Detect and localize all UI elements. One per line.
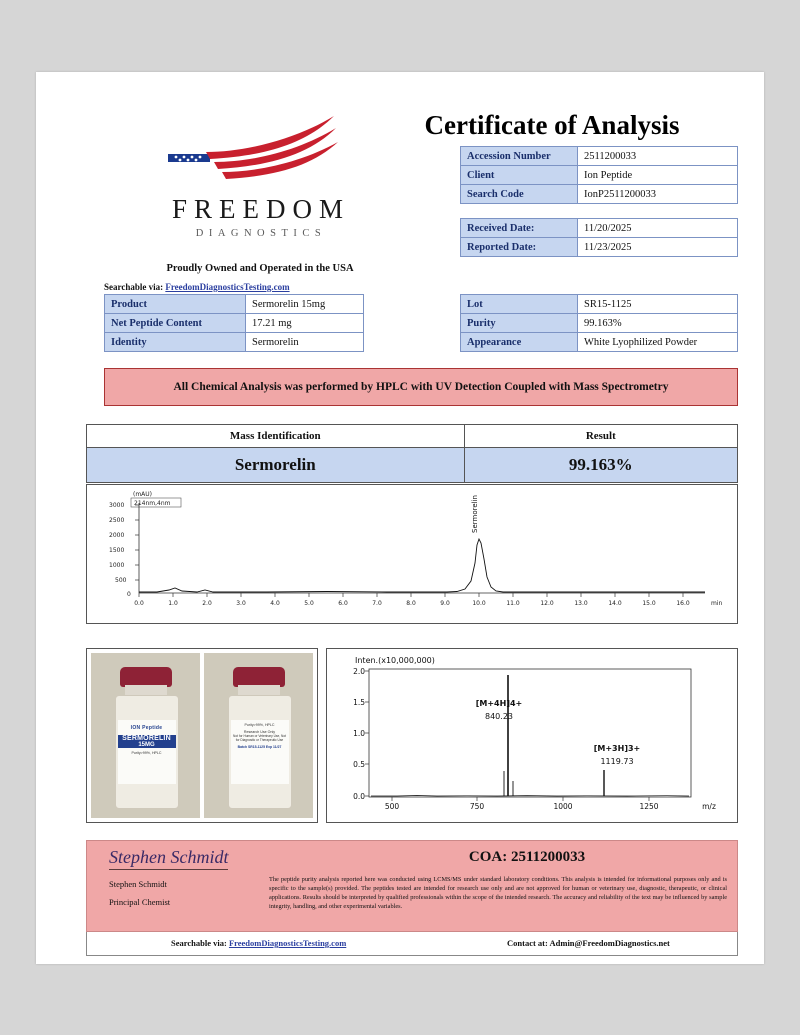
table-row xyxy=(105,333,364,352)
svg-text:m/z: m/z xyxy=(702,802,716,811)
vial-label-purity: Purity>99%, HPLC xyxy=(131,751,162,755)
reported-date-key: Reported Date: xyxy=(461,238,578,257)
table-row xyxy=(461,295,738,314)
vial-cap xyxy=(233,667,285,687)
svg-text:1.0: 1.0 xyxy=(353,729,365,738)
svg-text:2000: 2000 xyxy=(109,532,125,539)
signer-name: Stephen Schmidt xyxy=(109,879,167,889)
result-value: 99.163% xyxy=(464,448,737,483)
svg-text:12.0: 12.0 xyxy=(540,600,554,607)
vial-icon xyxy=(109,667,183,813)
footer-disclaimer-block xyxy=(86,840,738,932)
svg-text:1.5: 1.5 xyxy=(353,698,365,707)
searchable-top-label: Searchable via: xyxy=(104,282,164,292)
vial-label-brand xyxy=(118,725,176,731)
table-row xyxy=(105,314,364,333)
mspec-peak1-mz: 840.23 xyxy=(485,712,513,721)
search-code-value: IonP2511200033 xyxy=(578,185,738,204)
footer-searchable-link[interactable]: FreedomDiagnosticsTesting.com xyxy=(228,938,347,948)
svg-text:750: 750 xyxy=(469,802,485,811)
table-row xyxy=(461,238,738,257)
svg-text:9.0: 9.0 xyxy=(440,600,450,607)
disclaimer-text: The peptide purity analysis reported here was conducted using LCMS/MS under standard laboratory conditions. This analysis is intended for informational purposes only and is specific to the sample(s) provided. The peptides tested are intended for research use only and are not approved for human or veterinary use, diagnostic, therapeutic, or clinical applications. Results should be interpreted by qualified professionals within the scope of the intended research. The accuracy and reliability of the text may be influenced by sample integrity, handling, and other experimental variables. xyxy=(269,876,727,911)
svg-text:8.0: 8.0 xyxy=(406,600,416,607)
footer-contact: Contact at: Admin@FreedomDiagnostics.net xyxy=(507,938,670,948)
mass-id-value: Sermorelin xyxy=(87,448,465,483)
table-row xyxy=(461,166,738,185)
client-value: Ion Peptide xyxy=(578,166,738,185)
svg-text:11.0: 11.0 xyxy=(506,600,520,607)
accession-table xyxy=(460,146,738,204)
table-row xyxy=(461,147,738,166)
svg-text:1500: 1500 xyxy=(109,547,125,554)
chrom-ylabel: (mAU) xyxy=(133,491,153,498)
svg-text:2500: 2500 xyxy=(109,517,125,524)
received-date-value: 11/20/2025 xyxy=(578,219,738,238)
identity-value: Sermorelin xyxy=(246,333,364,352)
footer-searchable-label: Searchable via: xyxy=(171,938,227,948)
net-peptide-content-value: 17.21 mg xyxy=(246,314,364,333)
proudly-owned-text: Proudly Owned and Operated in the USA xyxy=(166,263,354,274)
svg-text:16.0: 16.0 xyxy=(676,600,690,607)
vial-brand-line2: Peptide xyxy=(142,725,163,731)
coa-document xyxy=(36,72,764,964)
vial-cap xyxy=(120,667,172,687)
logo-subtitle: DIAGNOSTICS xyxy=(195,228,327,239)
analysis-method-banner: All Chemical Analysis was performed by HPLC with UV Detection Coupled with Mass Spectrometry xyxy=(104,368,738,406)
vial-body xyxy=(115,695,179,809)
freedom-diagnostics-logo xyxy=(136,112,386,242)
vial-label xyxy=(118,720,176,784)
svg-text:4.0: 4.0 xyxy=(270,600,280,607)
vial-label-mg: 15MG xyxy=(118,742,176,748)
lot-key: Lot xyxy=(461,295,578,314)
result-header: Result xyxy=(464,425,737,448)
vial-label xyxy=(231,720,289,784)
coa-number: COA: 2511200033 xyxy=(468,849,586,865)
mass-spectrum-plot xyxy=(326,648,738,823)
svg-text:3000: 3000 xyxy=(109,502,125,509)
svg-text:0: 0 xyxy=(127,591,131,598)
mspec-peak2-label: [M+3H]3+ xyxy=(593,744,641,753)
table-row xyxy=(461,333,738,352)
svg-text:0.0: 0.0 xyxy=(353,792,365,801)
table-row xyxy=(461,219,738,238)
signature: Stephen Schmidt xyxy=(109,847,228,870)
appearance-value: White Lyophilized Powder xyxy=(578,333,738,352)
svg-text:0.0: 0.0 xyxy=(134,600,144,607)
svg-text:7.0: 7.0 xyxy=(372,600,382,607)
svg-text:1000: 1000 xyxy=(553,802,573,811)
lot-table xyxy=(460,294,738,352)
svg-text:min: min xyxy=(711,600,723,607)
chromatogram-plot xyxy=(87,485,737,623)
table-row xyxy=(461,185,738,204)
dates-table xyxy=(460,218,738,257)
table-row xyxy=(105,295,364,314)
hplc-chromatogram xyxy=(86,484,738,624)
searchable-top-link[interactable]: FreedomDiagnosticsTesting.com xyxy=(165,282,290,292)
signer-role: Principal Chemist xyxy=(109,897,171,907)
mass-identification-table xyxy=(86,424,738,483)
reported-date-value: 11/23/2025 xyxy=(578,238,738,257)
svg-text:5.0: 5.0 xyxy=(304,600,314,607)
svg-text:2.0: 2.0 xyxy=(202,600,212,607)
svg-text:500: 500 xyxy=(384,802,400,811)
svg-text:15.0: 15.0 xyxy=(642,600,656,607)
vial-icon xyxy=(222,667,296,813)
svg-text:1.0: 1.0 xyxy=(168,600,178,607)
vial-brand-line1: ION xyxy=(130,725,141,731)
searchable-top xyxy=(104,282,290,292)
purity-key: Purity xyxy=(461,314,578,333)
eagle-flag-icon xyxy=(158,112,368,192)
vial-back-purity: Purity>99%, HPLC xyxy=(244,723,275,727)
svg-text:6.0: 6.0 xyxy=(338,600,348,607)
vial-photo-back xyxy=(204,653,313,818)
vial-photo-front xyxy=(91,653,200,818)
table-row xyxy=(461,314,738,333)
svg-text:0.5: 0.5 xyxy=(353,760,365,769)
vial-back-use: Research Use Only xyxy=(243,730,276,734)
footer-contact-bar xyxy=(86,932,738,956)
mspec-peak1-label: [M+4H]4+ xyxy=(475,699,523,708)
net-peptide-content-key: Net Peptide Content xyxy=(105,314,246,333)
svg-text:1000: 1000 xyxy=(109,562,125,569)
client-key: Client xyxy=(461,166,578,185)
identity-key: Identity xyxy=(105,333,246,352)
footer-searchable xyxy=(171,938,346,948)
purity-value: 99.163% xyxy=(578,314,738,333)
accession-number-value: 2511200033 xyxy=(578,147,738,166)
appearance-key: Appearance xyxy=(461,333,578,352)
lot-value: SR15-1125 xyxy=(578,295,738,314)
svg-text:3.0: 3.0 xyxy=(236,600,246,607)
page-title: Certificate of Analysis xyxy=(424,110,680,140)
svg-text:2.0: 2.0 xyxy=(353,667,365,676)
vial-back-lot: Batch SR15-1125 Exp 11/27 xyxy=(237,744,282,749)
mspec-peak2-mz: 1119.73 xyxy=(600,757,634,766)
search-code-key: Search Code xyxy=(461,185,578,204)
svg-text:14.0: 14.0 xyxy=(608,600,622,607)
table-header-row xyxy=(87,425,738,448)
mspec-title: Inten.(x10,000,000) xyxy=(355,656,435,665)
chrom-detector-label: 214nm,4nm xyxy=(134,500,171,507)
product-value: Sermorelin 15mg xyxy=(246,295,364,314)
product-photos xyxy=(86,648,318,823)
svg-text:10.0: 10.0 xyxy=(472,600,486,607)
mass-spectrum-svg xyxy=(327,649,737,822)
logo-wordmark: FREEDOM xyxy=(171,194,350,224)
svg-text:1250: 1250 xyxy=(639,802,659,811)
chrom-peak-label: Sermorelin xyxy=(471,495,479,533)
svg-text:500: 500 xyxy=(115,577,127,584)
accession-number-key: Accession Number xyxy=(461,147,578,166)
product-table xyxy=(104,294,364,352)
vial-body xyxy=(228,695,292,809)
svg-text:13.0: 13.0 xyxy=(574,600,588,607)
received-date-key: Received Date: xyxy=(461,219,578,238)
mass-id-header: Mass Identification xyxy=(87,425,465,448)
vial-back-warning: Not for Human or Veterinary Use, Not for Diagnostic or Therapeutic Use xyxy=(233,734,286,743)
vial-label-name: SERMORELIN xyxy=(118,735,176,742)
product-key: Product xyxy=(105,295,246,314)
table-row xyxy=(87,448,738,483)
